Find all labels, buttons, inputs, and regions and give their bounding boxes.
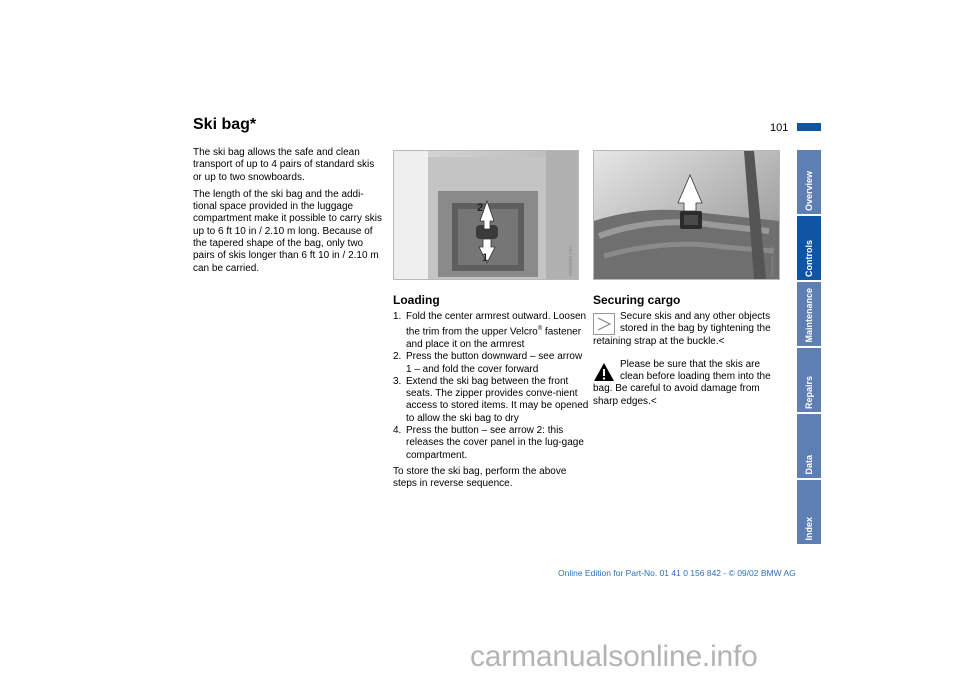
loading-steps bbox=[393, 311, 589, 462]
tab-label: Repairs bbox=[804, 375, 814, 409]
note-line-2: stored in the bag by tightening the bbox=[620, 323, 771, 335]
retaining-strap-illustration bbox=[593, 150, 780, 280]
note-icon bbox=[593, 313, 615, 335]
loading-column bbox=[393, 311, 589, 495]
warning-block bbox=[593, 359, 787, 408]
intro-paragraph-2: The length of the ski bag and the addi-tional space provided in the luggage compartment make it possible to carry skis up to 6 ft 10 in / 2.10 m long. Because of the tapered shape of the bag, only two pairs of skis longer than 6 ft 10 in / 2.10 m can be carried. bbox=[193, 188, 382, 274]
note-line-1: Secure skis and any other objects bbox=[620, 311, 771, 322]
end-marker: < bbox=[718, 335, 725, 347]
step-text: Press the button downward – see arrow 1 – and fold the cover forward bbox=[406, 351, 583, 375]
securing-column bbox=[593, 311, 787, 419]
arrow-label-1: 1 bbox=[482, 252, 489, 264]
armrest-illustration bbox=[393, 150, 579, 280]
tab-label: Data bbox=[804, 455, 814, 475]
step-number: 3. bbox=[393, 375, 402, 387]
note-text: retaining strap at the buckle. bbox=[593, 335, 719, 347]
warning-text: bag. Be careful to avoid damage from sharp edges. bbox=[593, 383, 760, 407]
site-watermark: carmanualsonline.info bbox=[470, 640, 758, 673]
tab-maintenance[interactable] bbox=[797, 282, 821, 346]
step-text bbox=[406, 311, 589, 351]
step-number: 2. bbox=[393, 351, 402, 363]
loading-step bbox=[393, 351, 589, 376]
tab-index[interactable] bbox=[797, 480, 821, 544]
tab-overview[interactable] bbox=[797, 150, 821, 214]
note-block bbox=[593, 311, 787, 348]
warning-line-rest bbox=[593, 383, 787, 408]
tab-label: Controls bbox=[804, 240, 814, 277]
registered-mark: ® bbox=[537, 326, 543, 333]
step-text: Press the button – see arrow 2: this releases the cover panel in the lug-gage compartment. bbox=[406, 425, 584, 461]
intro-paragraph-1: The ski bag allows the safe and clean transport of up to 4 pairs of standard skis or up to two snowboards. bbox=[193, 147, 375, 183]
intro-column bbox=[193, 147, 383, 280]
step-text-part: fastener and place it on the armrest bbox=[406, 326, 582, 350]
step-number: 1. bbox=[393, 311, 402, 322]
retaining-strap-illustration-drawing bbox=[594, 151, 779, 279]
loading-heading: Loading bbox=[393, 293, 440, 307]
page-title: Ski bag* bbox=[193, 116, 257, 133]
warning-line-2: clean before loading them into the bbox=[620, 371, 771, 383]
image-code-2: MV05W817MA bbox=[770, 245, 775, 276]
arrow-label-2: 2 bbox=[477, 202, 484, 214]
page-number-bar bbox=[797, 123, 821, 131]
step-text-part: Fold the center armrest outward. Loosen the trim from the upper Velcro bbox=[406, 311, 587, 338]
note-line-rest bbox=[593, 336, 787, 348]
step-text: Extend the ski bag between the front seats. The zipper provides conve-nient access to stored items. It may be opened to allow the ski bag to dry bbox=[406, 375, 589, 424]
tab-controls[interactable] bbox=[797, 216, 821, 280]
section-tabs bbox=[797, 150, 821, 546]
loading-closing-text: To store the ski bag, perform the above steps in reverse sequence. bbox=[393, 465, 567, 490]
end-marker: < bbox=[650, 395, 657, 407]
page-number: 101 bbox=[770, 122, 789, 134]
armrest-illustration-drawing bbox=[394, 151, 578, 279]
loading-step bbox=[393, 376, 589, 425]
tab-label: Maintenance bbox=[804, 288, 814, 343]
securing-heading: Securing cargo bbox=[593, 293, 681, 307]
tab-data[interactable] bbox=[797, 414, 821, 478]
tab-repairs[interactable] bbox=[797, 348, 821, 412]
tab-label: Index bbox=[804, 517, 814, 541]
tab-label: Overview bbox=[804, 170, 814, 211]
loading-step bbox=[393, 425, 589, 462]
image-code-1: MV05W817MA bbox=[568, 245, 573, 276]
loading-step bbox=[393, 311, 589, 351]
warning-triangle-icon bbox=[593, 361, 615, 383]
step-number: 4. bbox=[393, 425, 402, 436]
warning-line-1: Please be sure that the skis are bbox=[620, 358, 761, 370]
footer-edition-text: Online Edition for Part-No. 01 41 0 156 842 - © 09/02 BMW AG bbox=[558, 568, 796, 578]
